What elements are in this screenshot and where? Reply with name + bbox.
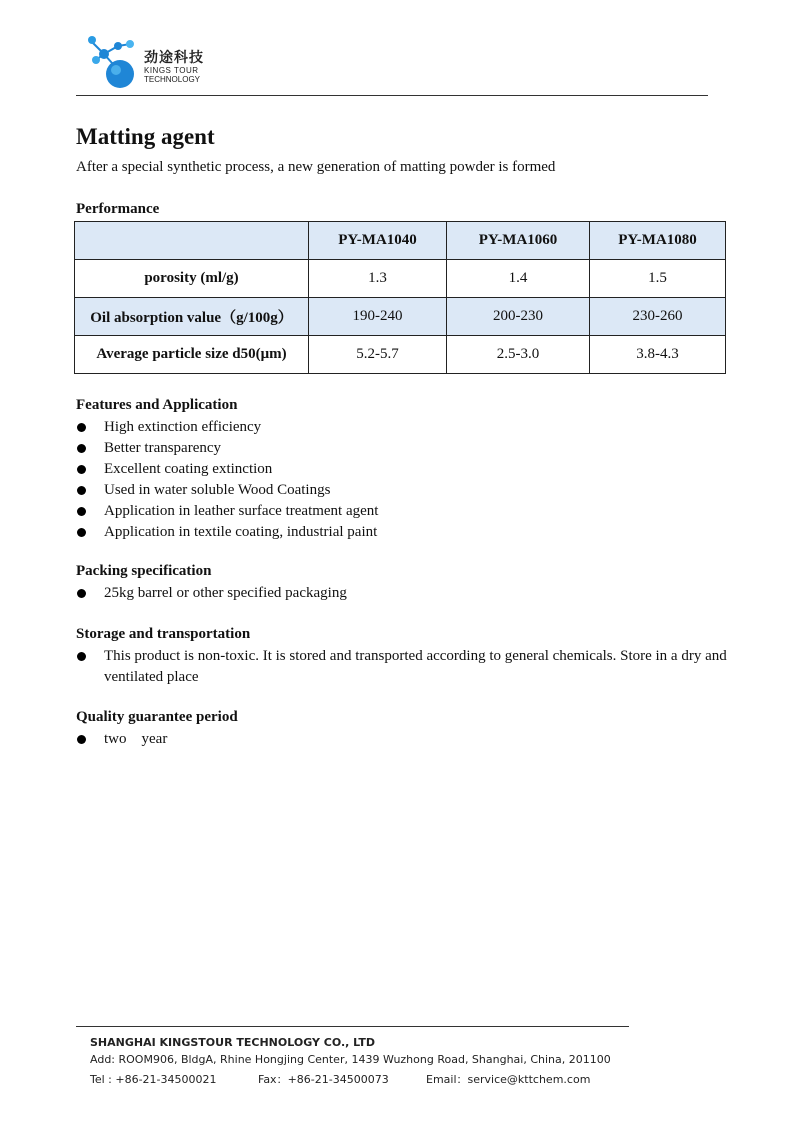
table-cell: 2.5-3.0 [447,336,590,374]
list-item [76,459,736,480]
features-heading: Features and Application [76,397,238,413]
storage-list [76,646,736,688]
bullet-icon [77,589,86,598]
list-item-text: High extinction efficiency [104,419,262,435]
logo-english-subtitle: TECHNOLOGY [144,75,201,84]
row-label: porosity (ml/g) [75,260,309,298]
list-item [76,646,736,688]
list-item [76,522,736,543]
quality-list [76,729,736,750]
logo-english-name: KINGS TOUR [144,66,199,75]
footer-contact [90,1071,590,1087]
table-cell: 1.4 [447,260,590,298]
bullet-icon [77,486,86,495]
list-item [76,480,736,501]
table-cell: 230-260 [590,298,726,336]
quality-heading: Quality guarantee period [76,709,238,725]
list-item-text: Used in water soluble Wood Coatings [104,482,331,498]
header-divider [76,95,708,96]
bullet-icon [77,528,86,537]
bullet-icon [77,652,86,661]
list-item-text: Better transparency [104,440,222,456]
list-item [76,583,736,604]
list-item-text: This product is non-toxic. It is stored and transported according to general chemicals. Store in a dry and ventilated place [104,648,727,685]
bullet-icon [77,444,86,453]
footer-address: Add: ROOM906, BldgA, Rhine Hongjing Center, 1439 Wuzhong Road, Shanghai, China, 201100 [90,1053,611,1066]
table-header-row [75,222,726,260]
row-label: Average particle size d50(μm) [75,336,309,374]
storage-heading: Storage and transportation [76,626,251,642]
bullet-icon [77,507,86,516]
list-item [76,417,736,438]
performance-table [74,221,726,374]
table-header-cell: PY-MA1080 [590,222,726,260]
features-list [76,417,736,543]
table-header-cell [75,222,309,260]
logo-chinese-name: 劲途科技 [144,50,204,66]
row-label: Oil absorption value（g/100g） [75,298,309,336]
footer-tel: Tel : +86-21-34500021 [90,1073,217,1086]
table-header-cell: PY-MA1040 [309,222,447,260]
list-item [76,729,736,750]
packing-heading: Packing specification [76,563,212,579]
performance-heading: Performance [76,201,160,217]
list-item [76,438,736,459]
table-cell: 200-230 [447,298,590,336]
table-header-cell: PY-MA1060 [447,222,590,260]
packing-list [76,583,736,604]
footer-company-name: SHANGHAI KINGSTOUR TECHNOLOGY CO., LTD [90,1036,375,1049]
table-cell: 5.2-5.7 [309,336,447,374]
list-item-text: 25kg barrel or other specified packaging [104,585,347,601]
product-intro: After a special synthetic process, a new generation of matting powder is formed [76,159,556,175]
footer-email: Email：service@kttchem.com [426,1073,591,1086]
table-cell: 190-240 [309,298,447,336]
product-title: Matting agent [76,124,215,149]
table-row [75,260,726,298]
table-row [75,298,726,336]
bullet-icon [77,423,86,432]
list-item-text: Excellent coating extinction [104,461,273,477]
footer-fax: Fax：+86-21-34500073 [258,1073,389,1086]
table-cell: 3.8-4.3 [590,336,726,374]
list-item-text: Application in textile coating, industrial paint [104,524,378,540]
list-item-text: two year [104,731,168,747]
table-row [75,336,726,374]
company-logo [82,32,222,90]
table-cell: 1.3 [309,260,447,298]
list-item [76,501,736,522]
table-cell: 1.5 [590,260,726,298]
bullet-icon [77,735,86,744]
bullet-icon [77,465,86,474]
footer-divider [76,1026,629,1027]
molecule-logo-icon [82,32,144,90]
list-item-text: Application in leather surface treatment agent [104,503,379,519]
